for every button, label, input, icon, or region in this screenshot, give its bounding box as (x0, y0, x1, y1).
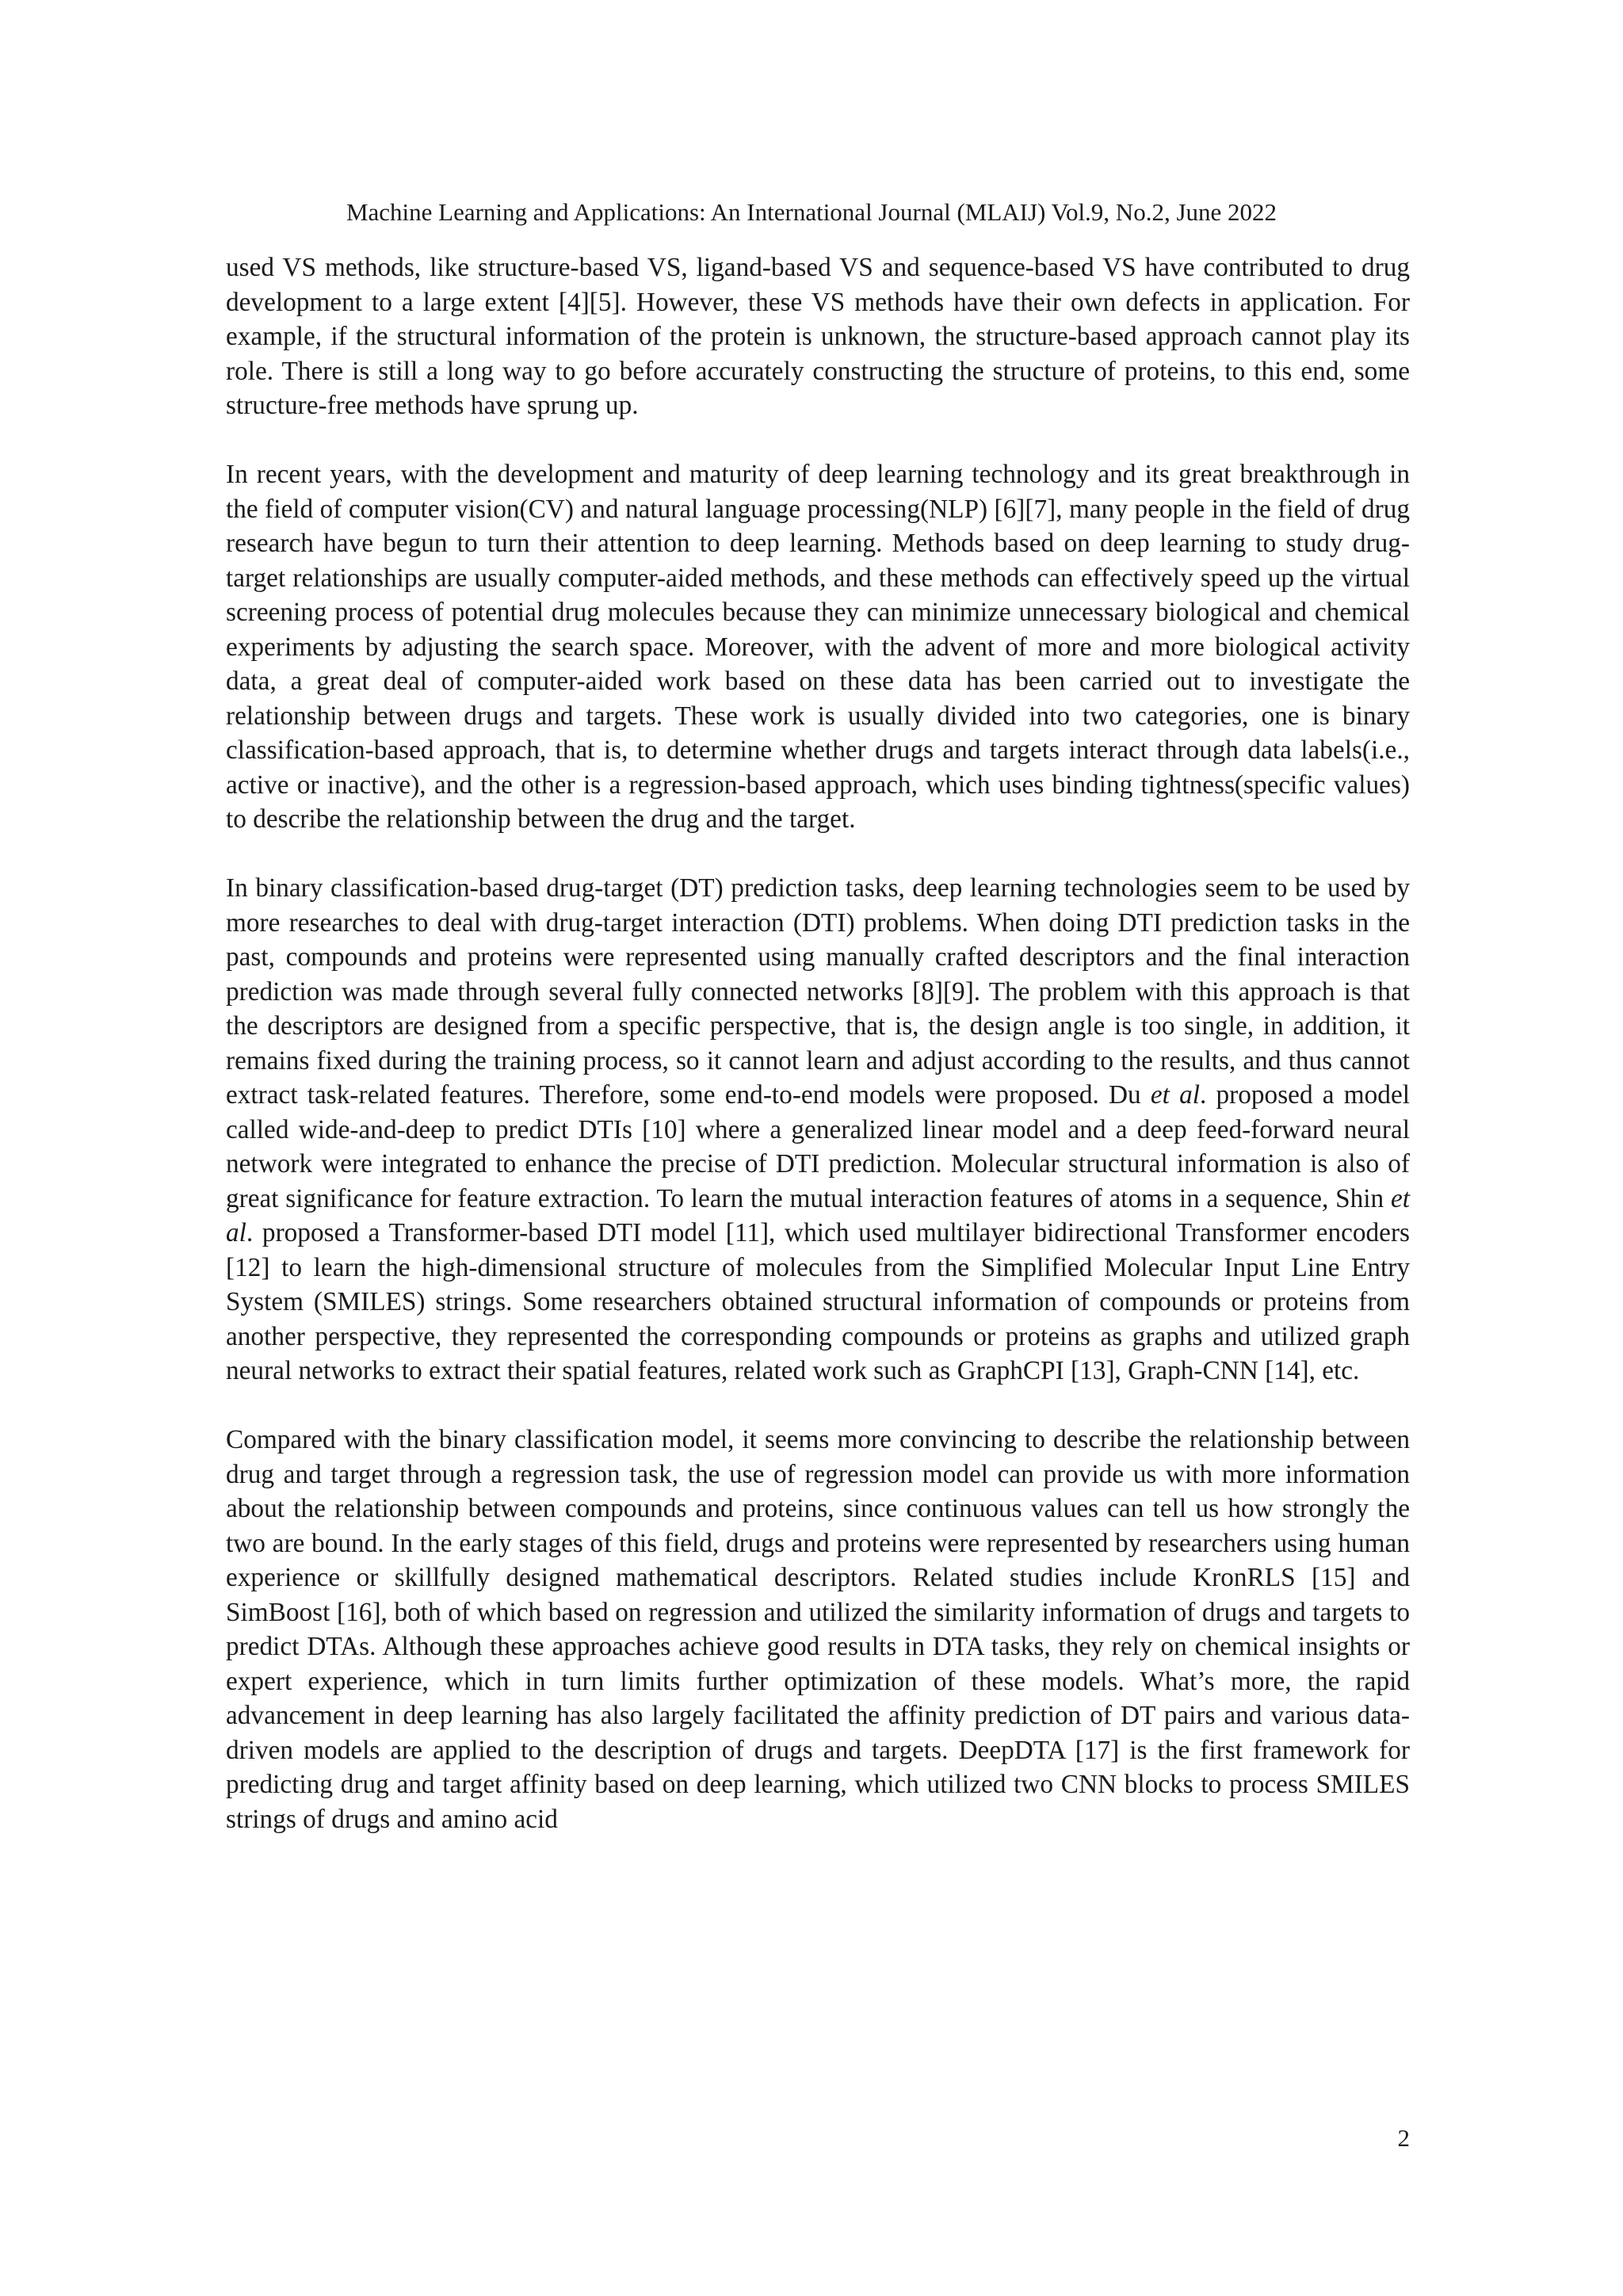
italic-et-al: et al (226, 1183, 1410, 1247)
paragraph-binary-classification (226, 871, 1410, 1389)
text-span: . proposed a model called wide-and-deep to predict DTIs [10] where a generalized linear model and a deep feed-forward neural network were integrated to enhance the precise of DTI prediction. Molecular structural information is also of great significance for feature extraction. To learn the mutual interaction features of atoms in a sequence, Shin (226, 1080, 1410, 1213)
page-number: 2 (1397, 2124, 1410, 2152)
body-text (226, 250, 1410, 1836)
running-header: Machine Learning and Applications: An International Journal (MLAIJ) Vol.9, No.2, June 2022 (346, 198, 1277, 226)
italic-et-al: et al (1150, 1080, 1201, 1110)
paragraph-vs-methods: used VS methods, like structure-based VS, ligand-based VS and sequence-based VS have contributed to drug development to a large extent [4][5]. However, these VS methods have their own defects in application. For example, if the structural information of the protein is unknown, the structure-based approach cannot play its role. There is still a long way to go before accurately constructing the structure of proteins, to this end, some structure-free methods have sprung up. (226, 253, 1410, 420)
paragraph-deep-learning: In recent years, with the development and maturity of deep learning technology and its great breakthrough in the field of computer vision(CV) and natural language processing(NLP) [6][7], many people in the field of drug research have begun to turn their attention to deep learning. Methods based on deep learning to study drug-target relationships are usually computer-aided methods, and these methods can effectively speed up the virtual screening process of potential drug molecules because they can minimize unnecessary biological and chemical experiments by adjusting the search space. Moreover, with the advent of more and more biological activity data, a great deal of computer-aided work based on these data has been carried out to investigate the relationship between drugs and targets. These work is usually divided into two categories, one is binary classification-based approach, that is, to determine whether drugs and targets interact through data labels(i.e., active or inactive), and the other is a regression-based approach, which uses binding tightness(specific values) to describe the relationship between the drug and the target. (226, 460, 1410, 834)
text-span: . proposed a Transformer-based DTI model [11], which used multilayer bidirectional Transformer encoders [12] to learn the high-dimensional structure of molecules from the Simplified Molecular Input Line Entry System (SMILES) strings. Some researchers obtained structural information of compounds or proteins from another perspective, they represented the corresponding compounds or proteins as graphs and utilized graph neural networks to extract their spatial features, related work such as GraphCPI [13], Graph-CNN [14], etc. (226, 1218, 1410, 1385)
paragraph-regression: Compared with the binary classification model, it seems more convincing to describe the relationship between drug and target through a regression task, the use of regression model can provide us with more information about the relationship between compounds and proteins, since continuous values can tell us how strongly the two are bound. In the early stages of this field, drugs and proteins were represented by researchers using human experience or skillfully designed mathematical descriptors. Related studies include KronRLS [15] and SimBoost [16], both of which based on regression and utilized the similarity information of drugs and targets to predict DTAs. Although these approaches achieve good results in DTA tasks, they rely on chemical insights or expert experience, which in turn limits further optimization of these models. What’s more, the rapid advancement in deep learning has also largely facilitated the affinity prediction of DT pairs and various data-driven models are applied to the description of drugs and targets. DeepDTA [17] is the first framework for predicting drug and target affinity based on deep learning, which utilized two CNN blocks to process SMILES strings of drugs and amino acid (226, 1425, 1410, 1834)
text-span: In binary classification-based drug-target (DT) prediction tasks, deep learning technologies seem to be used by more researches to deal with drug-target interaction (DTI) problems. When doing DTI prediction tasks in the past, compounds and proteins were represented using manually crafted descriptors and the final interaction prediction was made through several fully connected networks [8][9]. The problem with this approach is that the descriptors are designed from a specific perspective, that is, the design angle is too single, in addition, it remains fixed during the training process, so it cannot learn and adjust according to the results, and thus cannot extract task-related features. Therefore, some end-to-end models were proposed. Du (226, 873, 1410, 1110)
